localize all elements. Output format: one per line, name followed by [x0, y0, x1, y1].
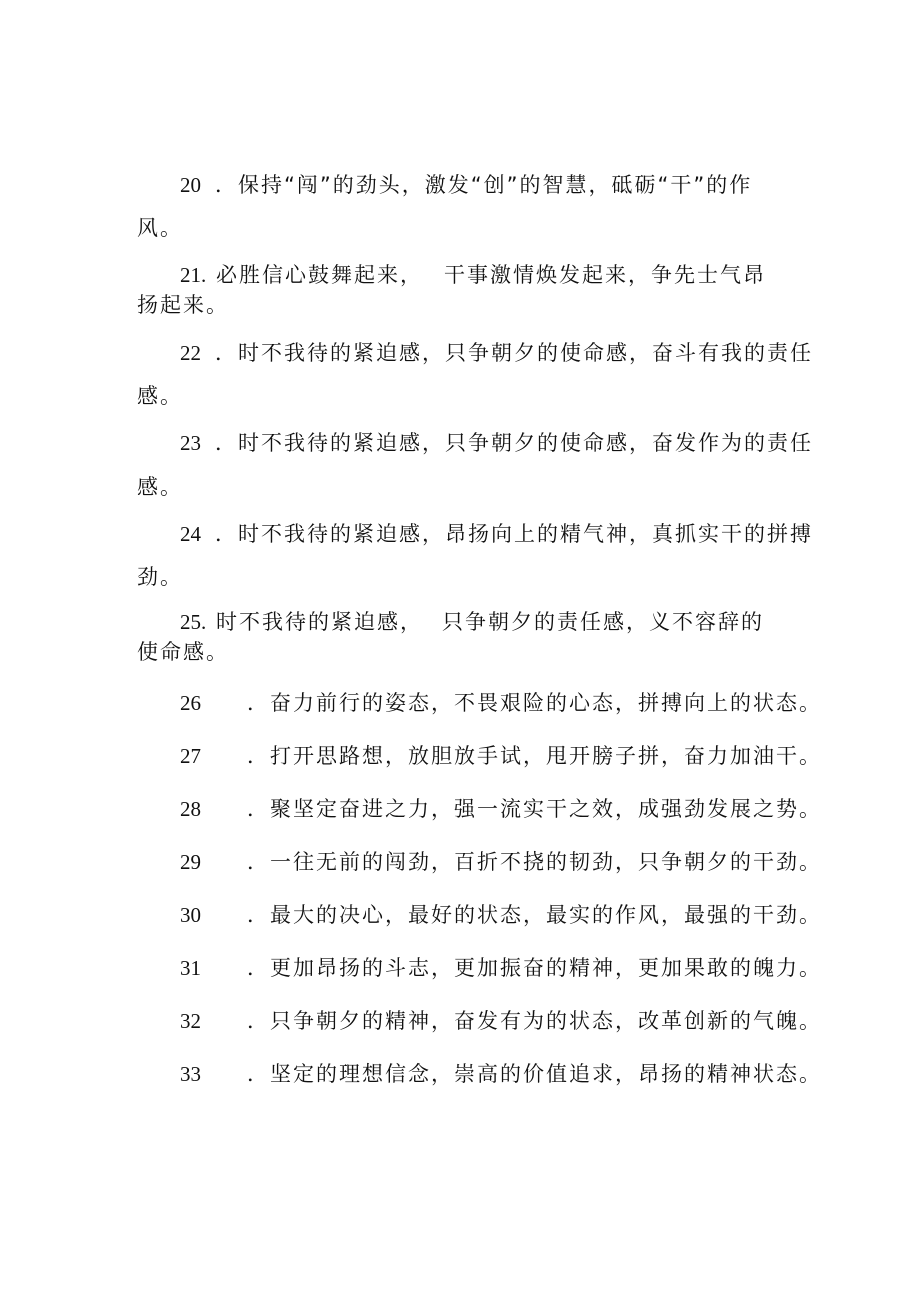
item-number: 21.	[180, 263, 207, 287]
item-continuation: 感。	[137, 475, 183, 499]
item-text: ．时不我待的紧迫感，只争朝夕的使命感，奋斗有我的责任	[215, 341, 813, 365]
item-text: ．只争朝夕的精神，奋发有为的状态，改革创新的气魄。	[247, 1009, 822, 1033]
item-text: ．聚坚定奋进之力，强一流实干之效，成强劲发展之势。	[247, 797, 822, 821]
item-text: ．保持“闯”的劲头，激发“创”的智慧，砥砺“干”的作	[215, 173, 753, 197]
item-text-tail: 干事激情焕发起来，争先士气昂	[444, 263, 766, 287]
item-continuation: 使命感。	[137, 640, 229, 664]
item-number: 26	[180, 691, 201, 715]
item-number: 24	[180, 522, 201, 546]
item-text: ．最大的决心，最好的状态，最实的作风，最强的干劲。	[247, 903, 822, 927]
item-number: 33	[180, 1062, 201, 1086]
item-number: 28	[180, 797, 201, 821]
item-number: 30	[180, 903, 201, 927]
item-text: 必胜信心鼓舞起来，	[216, 263, 423, 287]
item-number: 29	[180, 850, 201, 874]
item-number: 31	[180, 956, 201, 980]
item-continuation: 风。	[137, 216, 183, 240]
item-continuation: 感。	[137, 384, 183, 408]
item-number: 23	[180, 431, 201, 455]
item-text: ．更加昂扬的斗志，更加振奋的精神，更加果敢的魄力。	[247, 956, 822, 980]
item-text-tail: 只争朝夕的责任感，义不容辞的	[442, 610, 764, 634]
item-text: ．时不我待的紧迫感，昂扬向上的精气神，真抓实干的拼搏	[215, 522, 813, 546]
item-text: ．坚定的理想信念，崇高的价值追求，昂扬的精神状态。	[247, 1062, 822, 1086]
item-text: 时不我待的紧迫感，	[216, 610, 423, 634]
item-number: 27	[180, 744, 201, 768]
item-number: 22	[180, 341, 201, 365]
item-continuation: 劲。	[137, 565, 183, 589]
item-number: 32	[180, 1009, 201, 1033]
item-number: 20	[180, 173, 201, 197]
item-text: ．奋力前行的姿态，不畏艰险的心态，拼搏向上的状态。	[247, 691, 822, 715]
item-number: 25.	[180, 610, 207, 634]
item-continuation: 扬起来。	[137, 293, 229, 317]
item-text: ．打开思路想，放胆放手试，甩开膀子拼，奋力加油干。	[247, 744, 822, 768]
item-text: ．时不我待的紧迫感，只争朝夕的使命感，奋发作为的责任	[215, 431, 813, 455]
item-text: ．一往无前的闯劲，百折不挠的韧劲，只争朝夕的干劲。	[247, 850, 822, 874]
